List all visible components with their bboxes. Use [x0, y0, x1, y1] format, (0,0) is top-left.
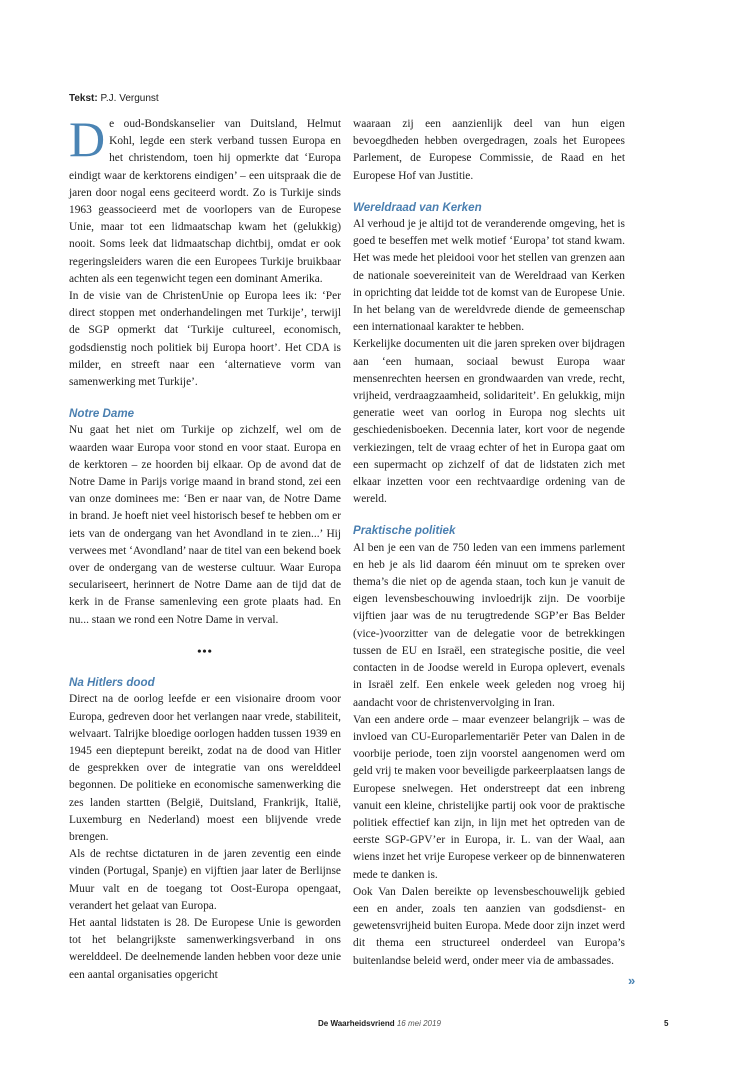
continue-arrow-icon: » [628, 973, 636, 988]
paragraph: Als de rechtse dictaturen in de jaren zeventig een einde vinden (Portugal, Spanje) en vijftien jaar later de Berlijnse Muur valt en de toegang tot Oost-Europa opengaat, verandert het gelaat van Europa. [69, 848, 341, 912]
paragraph: In de visie van de ChristenUnie op Europa lees ik: ‘Per direct stoppen met onderhandelingen met Turkije’, terwijl de SGP opmerkt dat ‘Turkije cultureel, economisch, godsdienstig noch politiek bij Europa hoort’. Het CDA is milder, en streeft naar een ‘alternatieve vorm van samenwerking met Turkije’. [69, 290, 341, 389]
issue-date: 16 mei 2019 [396, 1019, 441, 1028]
paragraph: Van een andere orde – maar evenzeer belangrijk – was de invloed van CU-Europarlementariër Peter van Dalen in de voorbije periode, toen zijn voorstel aangenomen werd om geld vrij te maken voor beveiligde parkeerplaatsen langs de Europese snelwegen. Het onderstreept dat een inbreng vanuit een kleine, christelijke partij ook voor de praktische politiek effectief kan zijn, in lijn met het optreden van de eerste SGP-GPV’er in Europa, ir. L. van der Waal, aan wiens inzet het vrije Europese verkeer op de binnenwateren mede te danken is. [353, 713, 625, 881]
author-credit [69, 93, 159, 104]
section-heading-notre-dame: Notre Dame [69, 407, 135, 421]
right-column [353, 116, 625, 970]
paragraph: Direct na de oorlog leefde er een visionaire droom voor Europa, gedreven door het verlangen naar vrede, stabiliteit, welvaart. Talrijke bloedige oorlogen hadden tussen 1939 en 1945 een dieptepunt bereikt, zodat na de dood van Hitler de gesprekken over de integratie van ons werelddeel begonnen. De politieke en economische samenwerking die zes landen startten (België, Duitsland, Frankrijk, Italië, Luxemburg en Nederland) moest een blijvende vrede brengen. [69, 693, 341, 843]
dropcap: D [69, 111, 106, 167]
intro-paragraph [69, 111, 341, 288]
paragraph: Al ben je een van de 750 leden van een immens parlement en heb je als lid daarom één minuut om te spreken over thema’s die niet op de agenda staan, toch kun je vanuit de eigen levensbeschouwing invloedrijk zijn. De voorbije vijftien jaar was de nu terugtredende SGP’er Bas Belder (vice-)voorzitter van de delegatie voor de betrekkingen tussen de EU en Israël, een strategische positie, die veel contacten in de Joodse wereld in Europa oplevert, evenals in Israël zelf. Een enkele week geleden nog vroeg hij aandacht voor de christenvervolging in Iran. [353, 541, 625, 709]
section-heading-wereldraad: Wereldraad van Kerken [353, 200, 482, 214]
paragraph: Al verhoud je je altijd tot de veranderende omgeving, het is goed te beseffen met welk motief ‘Europa’ tot stand kwam. Het was mede het pleidooi voor het stellen van grenzen aan de nationale soevereiniteit van de Wereldraad van Kerken in oprichting dat leidde tot de komst van de Europese Unie. In het belang van de wereldvrede diende de gemeenschap een internationaal karakter te hebben. [353, 218, 625, 334]
paragraph: Ook Van Dalen bereikte op levensbeschouwelijk gebied een en ander, zoals ten aanzien van godsdienst- en gewetensvrijheid buiten Europa. Mede door zijn inzet werd dit thema een structureel onderdeel van Europa’s buitenlandse beleid werd, onder meer via de ambassades. [353, 885, 625, 967]
section-separator: ••• [197, 643, 213, 658]
paragraph: Nu gaat het niet om Turkije op zichzelf, wel om de waarden waar Europa voor stond en voor staat. Europa en de kerktoren – ze hoorden bij elkaar. Op de avond dat de Notre Dame in Parijs vorige maand in brand stond, zei een van onze dominees me: ‘Ben er naar van, de Notre Dame in brand. Je hoeft niet veel historisch besef te hebben om er iets van de ondergang van het Avondland in te zien...’ Hij verwees met ‘Avondland’ naar de titel van een bekend boek over de ondergang van de westerse cultuur. Waar Europa seculariseert, herinnert de Notre Dame aan de tijd dat de kerk in de Franse samenleving een grote plaats had. En nu... staan we rond een Notre Dame in verval. [69, 424, 341, 626]
section-heading-praktische-politiek: Praktische politiek [353, 524, 456, 538]
section-heading-na-hitlers-dood: Na Hitlers dood [69, 676, 155, 690]
page-number: 5 [664, 1019, 669, 1028]
footer-publication [318, 1019, 441, 1028]
author-name: P.J. Vergunst [100, 93, 159, 104]
left-column [69, 111, 341, 984]
paragraph: waaraan zij een aanzienlijk deel van hun eigen bevoegdheden hebben overgedragen, zoals het Europees Parlement, de Europese Commissie, de Raad en het Europese Hof van Justitie. [353, 118, 625, 182]
paragraph: Kerkelijke documenten uit die jaren spreken over bijdragen aan ‘een humaan, sociaal bewust Europa waar mensenrechten heersen en grondwaarden van vrede, recht, vrijheid, verdraagzaamheid, solidariteit’. En gelukkig, mijn generatie weet van oorlog in Europa nog slechts uit geschiedenisboeken. Decennia later, kort voor de negende verkiezingen, telt de vraag echter of het in Europa gaat om een supermacht op zichzelf of dat de lidstaten zich met elkaar inzetten voor een rechtvaardige ordening van de wereld. [353, 338, 625, 506]
intro-text: e oud-Bondskanselier van Duitsland, Helmut Kohl, legde een sterk verband tussen Europa en het christendom, toen hij opmerkte dat ‘Europa eindigt waar de kerktorens eindigen’ – een uitspraak die de jaren door nogal eens geciteerd wordt. Zo is Turkije sinds 1963 geassocieerd met de voorlopers van de Europese Unie, maar tot een lidmaatschap kwam het (gelukkig) nooit. Soms leek dat lidmaatschap dichtbij, omdat er ook regeringsleiders waren die een Europees Turkije bruikbaar achten als een tegenwicht tegen een dominant Amerika. [69, 118, 341, 285]
magazine-name: De Waarheidsvriend [318, 1019, 395, 1028]
author-label: Tekst: [69, 93, 98, 104]
paragraph: Het aantal lidstaten is 28. De Europese Unie is geworden tot het belangrijkste samenwerkingsverband in ons werelddeel. De deelnemende landen hebben voor deze unie een aantal organisaties opgericht [69, 916, 341, 981]
